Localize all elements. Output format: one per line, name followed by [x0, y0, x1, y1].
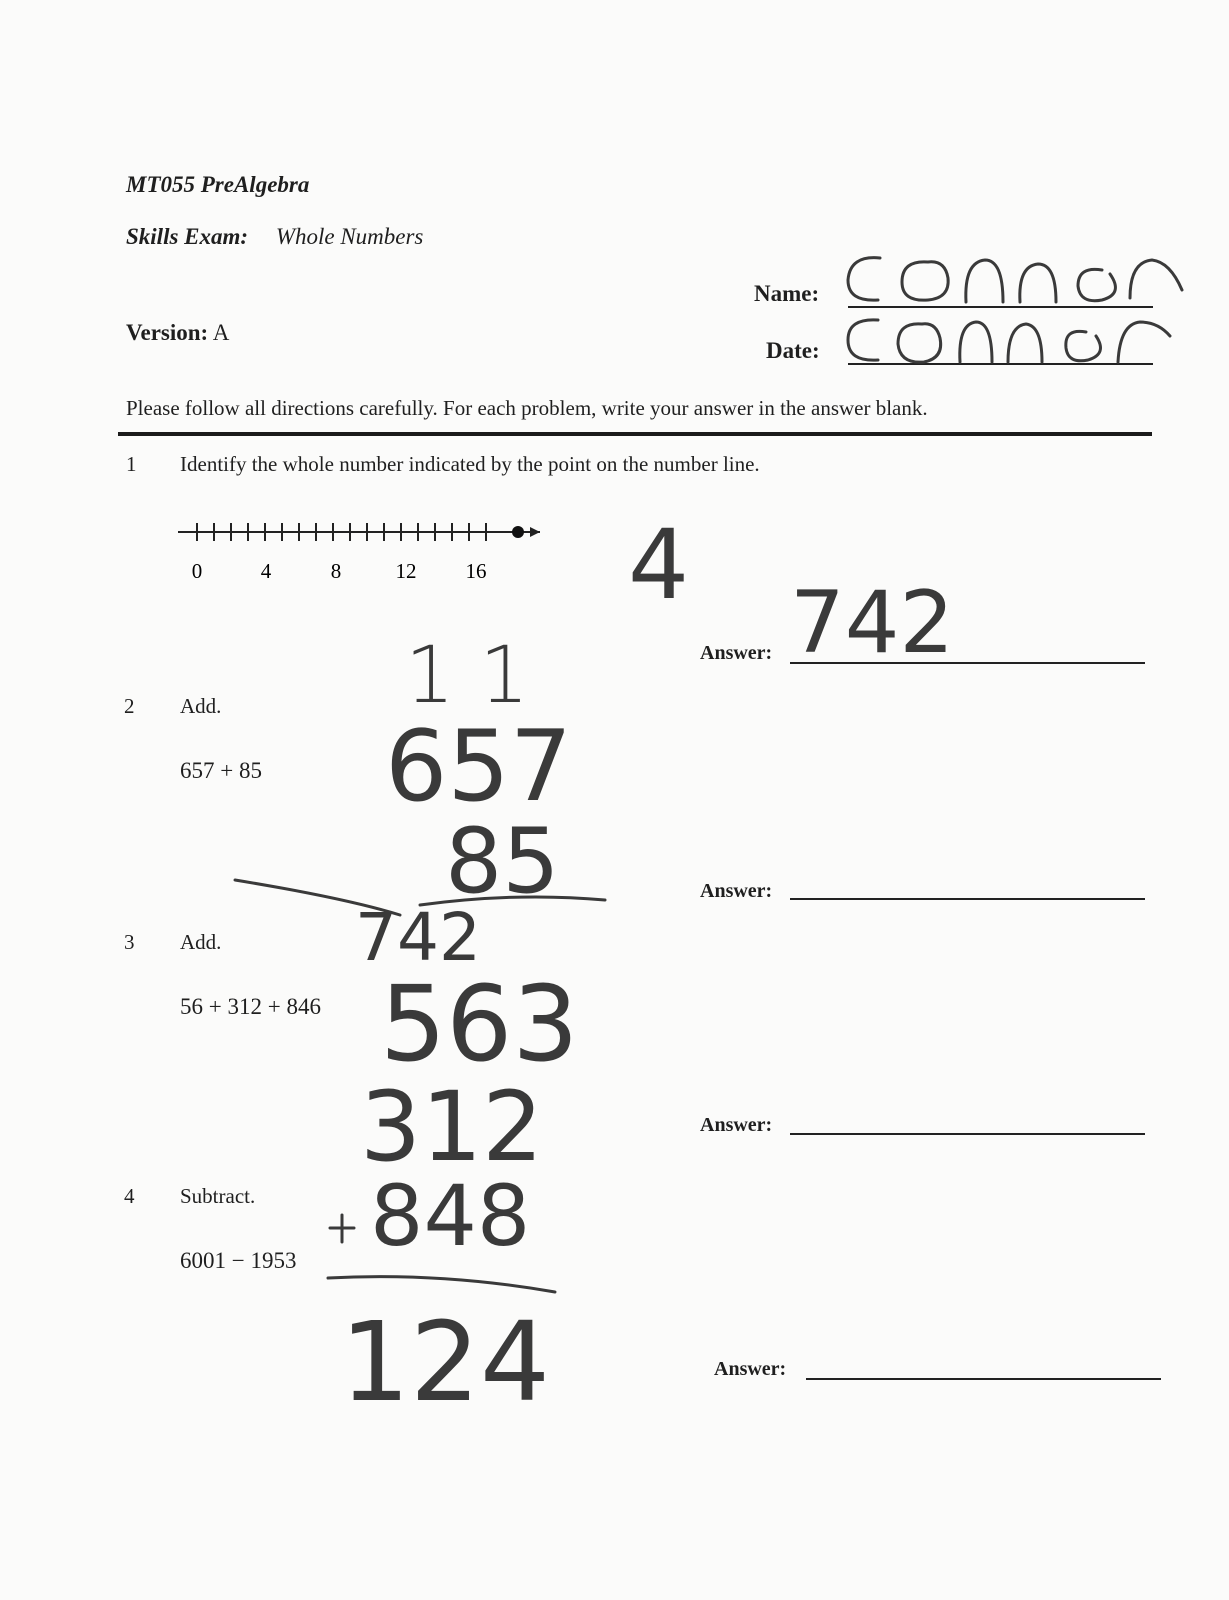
course-title: MT055 PreAlgebra: [126, 172, 310, 197]
answer-label-1: Answer:: [700, 642, 773, 664]
work-addend-1: 563: [380, 963, 579, 1085]
number-line: [170, 510, 550, 590]
question-1-prompt: Identify the whole number indicated by the point on the number line.: [180, 452, 760, 476]
directions-text: Please follow all directions carefully. For each problem, write your answer in the answer blank.: [126, 396, 928, 420]
question-4-number: 4: [124, 1184, 135, 1208]
handwritten-answer-1: [780, 560, 1000, 690]
work-sum: 124: [340, 1298, 550, 1426]
tick-label: 16: [465, 559, 487, 583]
handwritten-work-q1: [620, 500, 710, 620]
version-line: [126, 320, 229, 346]
question-2-expression: 657 + 85: [180, 758, 262, 783]
version-value: A: [212, 320, 230, 345]
handwritten-answer-1-text: 742: [790, 573, 955, 673]
date-label: Date:: [766, 338, 820, 363]
carry-digits: 1 1: [405, 631, 530, 721]
work-sum-line: [328, 1277, 555, 1292]
handwritten-date: [848, 320, 1170, 362]
answer-blank-3[interactable]: [790, 1133, 1145, 1135]
exam-title: [126, 224, 423, 250]
answer-blank-4[interactable]: [806, 1378, 1161, 1380]
question-2-number: 2: [124, 694, 135, 718]
work-addend-3: 848: [370, 1167, 531, 1265]
tick-label: 0: [191, 559, 203, 583]
question-3-number: 3: [124, 930, 135, 954]
answer-blank-2[interactable]: [790, 898, 1145, 900]
answer-label-3: Answer:: [700, 1114, 773, 1136]
handwritten-name: [848, 258, 1182, 302]
question-3-expression: 56 + 312 + 846: [180, 994, 321, 1019]
question-1-number: 1: [126, 452, 137, 476]
version-label: Version:: [126, 320, 209, 345]
work-sum: 742: [355, 899, 481, 960]
tick-label: 8: [330, 559, 342, 583]
plus-sign-icon: [330, 1215, 354, 1242]
name-label: Name:: [754, 281, 820, 306]
handwritten-work-q1-text: 4: [628, 509, 690, 620]
tick-label: 12: [395, 559, 417, 583]
arrow-right-icon: [530, 527, 540, 537]
work-addend-1: 657: [385, 710, 573, 824]
tick-label: 4: [260, 559, 272, 583]
work-addend-2: 85: [445, 809, 560, 914]
handwritten-work-q2: [225, 630, 625, 960]
question-2-prompt: Add.: [180, 694, 222, 718]
handwritten-name-date: [840, 240, 1200, 380]
question-3-prompt: Add.: [180, 930, 222, 954]
question-4-prompt: Subtract.: [180, 1184, 256, 1208]
question-4-expression: 6001 − 1953: [180, 1248, 297, 1273]
answer-label-4: Answer:: [714, 1358, 787, 1380]
exam-label: Skills Exam:: [126, 224, 249, 249]
work-addend-2: 312: [360, 1071, 544, 1183]
divider-rule: [118, 432, 1152, 436]
handwritten-work-q3: [320, 960, 620, 1430]
answer-label-2: Answer:: [700, 880, 773, 902]
exam-topic: Whole Numbers: [275, 224, 424, 249]
number-line-point: [512, 526, 524, 538]
